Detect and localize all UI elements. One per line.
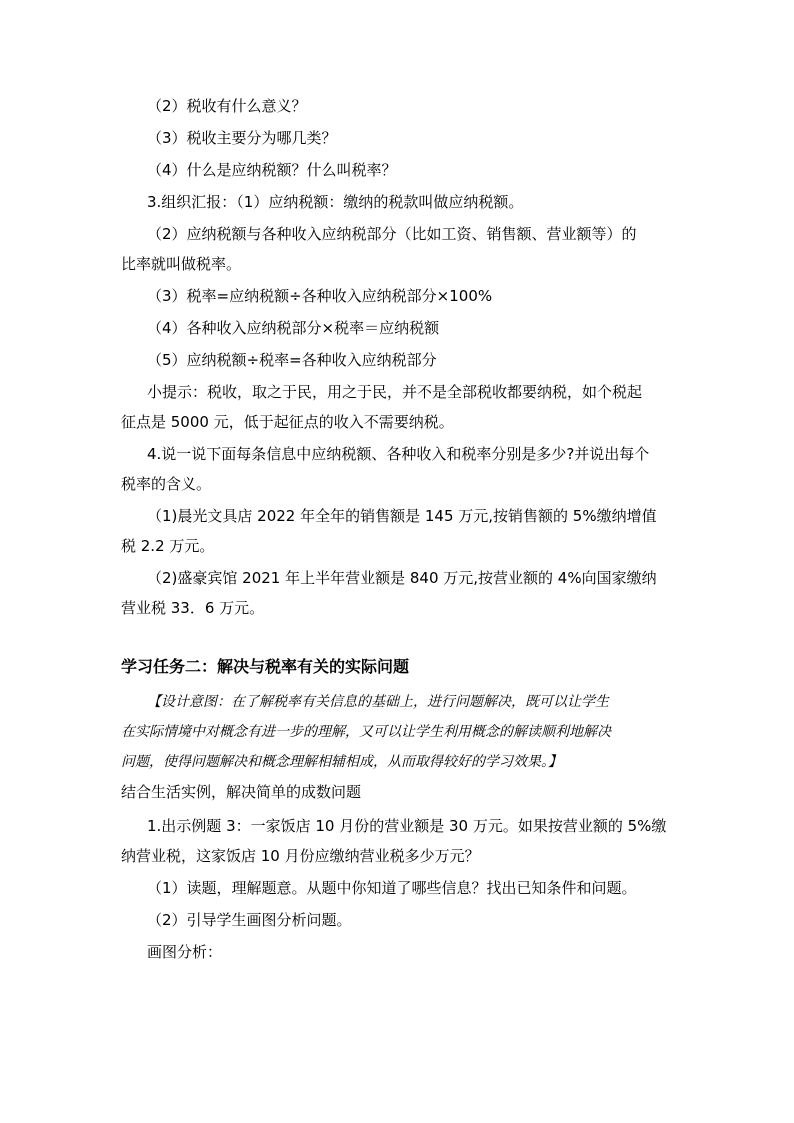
- question-3: （3）税收主要分为哪几类？: [147, 129, 337, 147]
- section-heading: 学习任务二：解决与税率有关的实际问题: [121, 657, 410, 676]
- example-1-line-2: 税 2.2 万元。: [121, 537, 215, 555]
- design-intent-line-2: 在实际情境中对概念有进一步的理解，又可以让学生利用概念的解读顺利地解决: [121, 724, 611, 740]
- point-2-line-1: （2）应纳税额与各种收入应纳税部分（比如工资、销售额、营业额等）的: [147, 225, 637, 243]
- point-3: （3）税率=应纳税额÷各种收入应纳税部分×100%: [147, 287, 493, 305]
- say-line-2: 税率的含义。: [121, 475, 212, 493]
- design-intent-line-1: 【设计意图：在了解税率有关信息的基础上，进行问题解决，既可以让学生: [147, 694, 609, 710]
- example-3-line-1: 1.出示例题 3：一家饭店 10 月份的营业额是 30 万元。如果按营业额的 5%缴: [147, 817, 667, 835]
- step-2: （2）引导学生画图分析问题。: [147, 911, 352, 929]
- example-3-line-2: 纳营业税，这家饭店 10 月份应缴纳营业税多少万元？: [121, 847, 480, 865]
- question-2: （2）税收有什么意义？: [147, 97, 307, 115]
- point-4: （4）各种收入应纳税部分×税率＝应纳税额: [147, 319, 440, 337]
- example-1-line-1: （1)晨光文具店 2022 年全年的销售额是 145 万元,按销售额的 5%缴纳增值: [147, 507, 657, 525]
- example-2-line-1: （2)盛豪宾馆 2021 年上半年营业额是 840 万元,按营业额的 4%向国家缴纳: [147, 569, 657, 587]
- question-4: （4）什么是应纳税额？什么叫税率？: [147, 161, 397, 179]
- design-intent-line-3: 问题，使得问题解决和概念理解相辅相成，从而取得较好的学习效果。】: [121, 754, 562, 770]
- tip-line-1: 小提示：税收，取之于民，用之于民，并不是全部税收都要纳税，如个税起: [147, 383, 643, 401]
- example-2-line-2: 营业税 33．6 万元。: [121, 599, 265, 617]
- point-5: （5）应纳税额÷税率=各种收入应纳税部分: [147, 351, 437, 369]
- say-line-1: 4.说一说下面每条信息中应纳税额、各种收入和税率分别是多少?并说出每个: [147, 445, 650, 463]
- intro-line: 结合生活实例，解决简单的成数问题: [121, 783, 362, 801]
- tip-line-2: 征点是 5000 元，低于起征点的收入不需要纳税。: [121, 413, 454, 431]
- report-line: 3.组织汇报：（1）应纳税额：缴纳的税款叫做应纳税额。: [147, 193, 524, 211]
- step-1: （1）读题，理解题意。从题中你知道了哪些信息？找出已知条件和问题。: [147, 879, 637, 897]
- point-2-line-2: 比率就叫做税率。: [121, 255, 242, 273]
- step-3: 画图分析：: [147, 943, 223, 961]
